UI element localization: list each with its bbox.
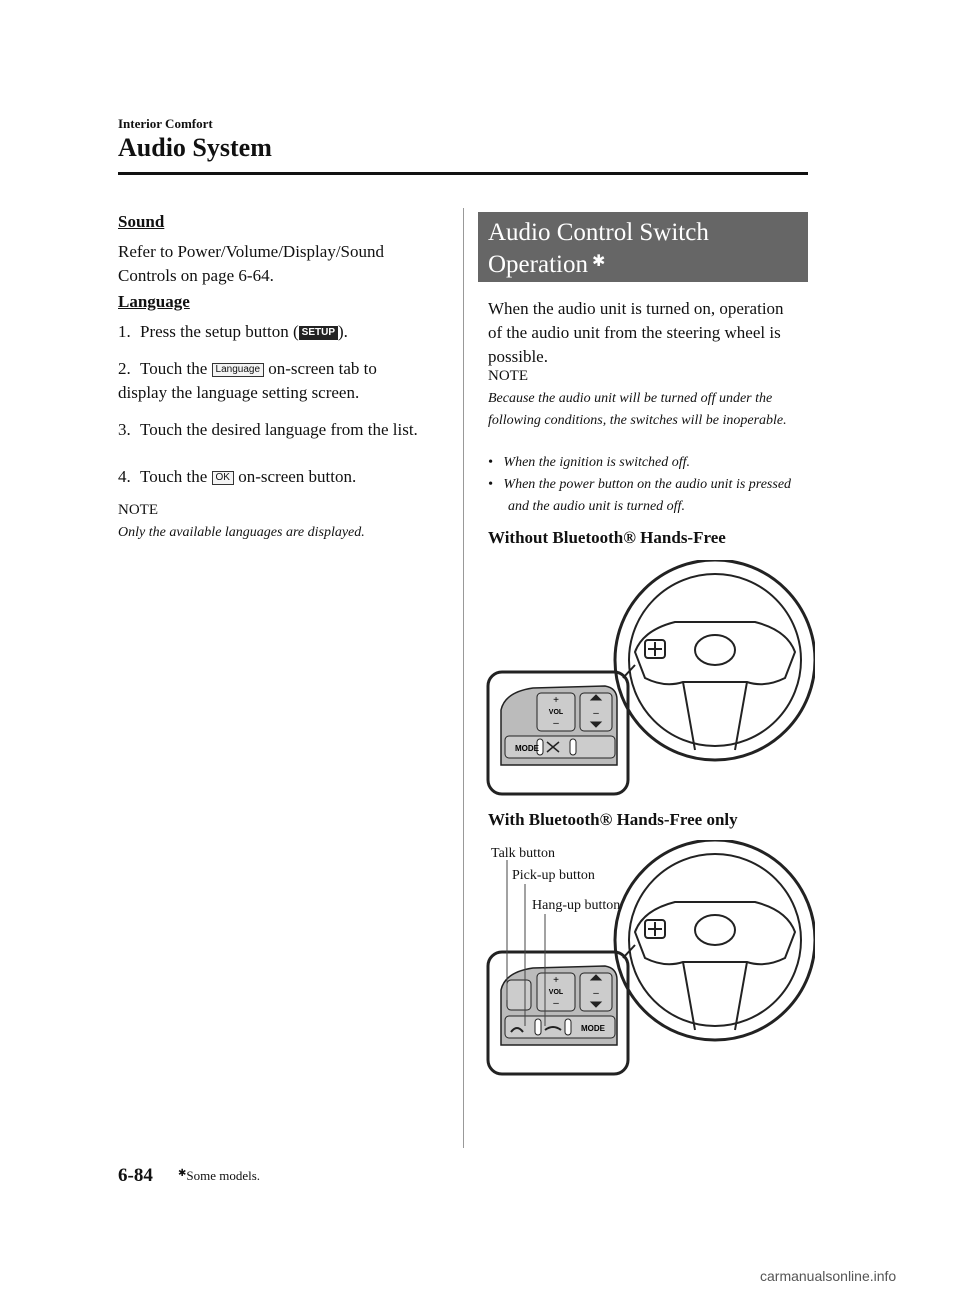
steering-wheel-icon bbox=[615, 840, 815, 1040]
step-1 bbox=[118, 320, 418, 344]
seek-minus-label: – bbox=[593, 988, 599, 999]
step-text: Press the setup button ( bbox=[140, 322, 299, 341]
bullet-item: • When the ignition is switched off. bbox=[488, 455, 691, 470]
seek-minus-label: – bbox=[593, 708, 599, 719]
page-number: 6-84 bbox=[118, 1165, 153, 1186]
step-text: Touch the bbox=[140, 467, 212, 486]
language-heading: Language bbox=[118, 292, 190, 311]
step-2 bbox=[118, 357, 418, 405]
note-text: Only the available languages are displayed. bbox=[118, 525, 365, 540]
setup-button-icon: SETUP bbox=[299, 326, 338, 340]
step-text: Touch the bbox=[140, 359, 212, 378]
some-models-mark-icon: ✱ bbox=[591, 253, 606, 270]
talk-button-callout: Talk button bbox=[491, 846, 555, 861]
footer-note: ✱Some models. bbox=[178, 1168, 261, 1183]
step-3 bbox=[118, 418, 418, 442]
column-divider bbox=[463, 208, 464, 1148]
sound-text: Refer to Power/Volume/Display/Sound Controls on page 6-64. bbox=[118, 242, 384, 285]
bullet-icon: • bbox=[488, 455, 504, 470]
ok-button-icon: OK bbox=[212, 471, 234, 485]
step-number: 4. bbox=[118, 467, 131, 486]
sound-heading: Sound bbox=[118, 212, 165, 231]
switch-closeup-icon bbox=[488, 672, 628, 794]
vol-plus-label: + bbox=[553, 975, 559, 986]
intro-text: When the audio unit is turned on, operation of the audio unit from the steering wheel is possible. bbox=[488, 299, 784, 366]
note-heading: NOTE bbox=[118, 502, 158, 518]
figure-2-heading: With Bluetooth® Hands-Free only bbox=[488, 810, 738, 829]
step-number: 3. bbox=[118, 420, 131, 439]
steering-switch-figure-1 bbox=[485, 560, 815, 800]
section-banner bbox=[478, 212, 808, 282]
step-number: 2. bbox=[118, 359, 131, 378]
vol-plus-label: + bbox=[553, 695, 559, 706]
hangup-button-callout: Hang-up button bbox=[532, 898, 621, 913]
banner-line-2: Operation bbox=[488, 251, 588, 278]
section-label: Interior Comfort bbox=[118, 116, 213, 131]
page-title: Audio System bbox=[118, 133, 272, 162]
switch-closeup-icon bbox=[488, 952, 628, 1074]
step-4 bbox=[118, 465, 418, 489]
step-number: 1. bbox=[118, 322, 131, 341]
some-models-mark-icon: ✱ bbox=[178, 1168, 187, 1179]
note-heading: NOTE bbox=[488, 368, 528, 384]
steering-wheel-icon bbox=[615, 560, 815, 760]
mode-label: MODE bbox=[581, 1024, 605, 1033]
vol-label: VOL bbox=[548, 709, 564, 716]
vol-label: VOL bbox=[548, 989, 564, 996]
step-text-end: ). bbox=[338, 322, 348, 341]
bullet-item: • When the power button on the audio unit is pressed and the audio unit is turned off. bbox=[488, 477, 792, 514]
bullet-icon: • bbox=[488, 477, 504, 492]
step-text-end: on-screen tab to display the language setting screen. bbox=[118, 359, 377, 402]
vol-minus-label: – bbox=[553, 998, 559, 1009]
language-tab-icon: Language bbox=[212, 363, 265, 377]
title-rule bbox=[118, 172, 808, 175]
note-text: Because the audio unit will be turned off under the following conditions, the switches will be inoperable. bbox=[488, 391, 787, 428]
step-text-end: on-screen button. bbox=[233, 467, 357, 486]
figure-1-heading: Without Bluetooth® Hands-Free bbox=[488, 528, 726, 547]
mode-label: MODE bbox=[515, 744, 539, 753]
pickup-button-callout: Pick-up button bbox=[512, 868, 595, 883]
step-text: Touch the desired language from the list. bbox=[140, 420, 418, 439]
watermark: carmanualsonline.info bbox=[760, 1268, 897, 1284]
banner-line-1: Audio Control Switch bbox=[488, 219, 709, 246]
vol-minus-label: – bbox=[553, 718, 559, 729]
